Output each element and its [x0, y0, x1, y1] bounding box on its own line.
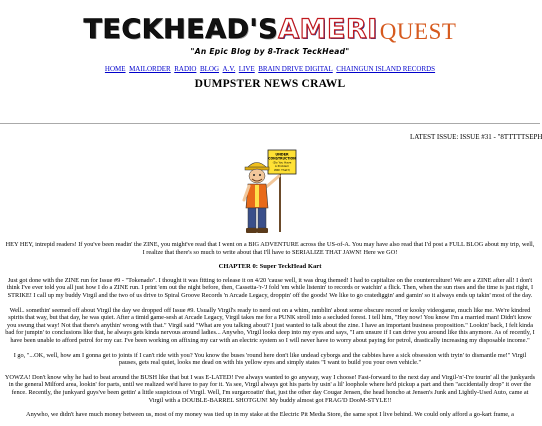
chapter-heading: CHAPTER 0: Super TeckHead Kart	[218, 263, 322, 271]
nav-link-mailorder[interactable]: MAILORDER	[129, 65, 171, 73]
nav-link-av[interactable]: A.V.	[222, 65, 236, 73]
blog-paragraph: Well.. somethin' seemed off about Virgil the day we dropped off Issue #9. Usually Virgil's ready to nerd out on a whim, ramblin' about some obscure record or kooky videogame, much like me. We're kindred spirits that way, but that day, he was quiet. After a timid game-sesh at Arcade Legacy, Virgil takes me for a PUNK stroll into a secluded forest. I tell him, "Hey now! You know I'm a married man! Didn't know you swung that way! Not that there's anythin' wrong with that." Virgil said "What are you talking about? I just wanted to talk about the zine. I have an important business proposition." Lookin' back, I felt kinda bad for jumpin' to conclusions like that, he always gets kinda nervous around ladies... Anywho, Virgil looks deep into my eyes and says, "I am unsure if I can drive you around like this anymore. As of recently, I have been unable to afford petrol for my car. I've been working on affixing my car with an electric system so I will never have to worry about paying for petrol, drastically increasing my disposable income."	[5, 306, 535, 344]
nav-link-brain-drive-digital[interactable]: BRAIN DRIVE DIGITAL	[258, 65, 333, 73]
site-tagline: "An Epic Blog by 8-Track TeckHead"	[190, 47, 350, 56]
logo-quest-text: QUEST	[379, 19, 457, 44]
blog-paragraph: YOWZA! Don't know why he had to beat around the BUSH like that but I was E-LATED! I've always wanted to go anyway, way I choose! Fast-forward to the next day and Virgil-'n'-I're tourin' all the junkyards in the general Milford area, lookin' for parts, until we realized we'd have to pay for it. Ya see, Virgil always got his parts by usin' a lil' loophole where he'd pickup a part and then "accidentally drop" it over the fence. Recently, the junkyard guys've been gettin' a little suspicious of Virgil. Well, I'm surgarcoatin' that, just the other day Cougar Jensen, the head honcho at Jensen's Junk and Lightly-Used Auto, came at Virgil with a DOUBLE-BARREL SHOTGUN! My buddy almost got FRAG'D DooM-STYLE!!	[4, 373, 536, 404]
blog-paragraph: Just got done with the ZINE run for Issue #9 - "Tokenado". I thought it was fitting to release it on 4/20 'cause well, it was drug themed! I had to capitalize on the counterculture! We are a ZINE after all! I don't think I've ever told you all just how I do a ZINE run. I print 'em out the night before, then, Cassetta-'r-'J fold 'em while listenin' to records or watchin' a flick. Then, when the sun rises and the time is just right, I STRIKE! I call up my buddy Virgil and the two of us drive to Spiral Groove Records 'n Arcade Legacy, droppin' off the goods! We like to go cratediggin' and gamin' so it always ends up takin' most of the day.	[6, 276, 534, 299]
blog-paragraph: I go, "...OK, well, how am I gonna get to joints if I can't ride with you? You know the buses 'round here don't like undead cyborgs and the cabbies have a sick obsession with tryin' to dismantle me!" Virgil pauses, gets real quiet, looks me dead on with his yellow eyes and simply states "I want to build you your own vehicle."	[13, 351, 527, 367]
blog-content	[4, 241, 536, 426]
nav-link-blog[interactable]: BLOG	[199, 65, 219, 73]
logo-ameri-text: AMERI	[278, 14, 378, 45]
nav-link-home[interactable]: HOME	[104, 65, 126, 73]
logo-teckheads-text: TECKHEAD'S	[83, 14, 279, 45]
nav-link-live[interactable]: LIVE	[238, 65, 255, 73]
intro-paragraph: HEY HEY, intrepid readers! If you've been readin' the ZINE, you might've read that I went on a BIG ADVENTURE across the US-of-A. You may have also read that I'd post a FULL BLOG about my trip, well, I realize that there's so much to write about that I'll have to SERIALIZE THAT JAWN! Here we GO!	[5, 241, 535, 256]
nav-link-radio[interactable]: RADIO	[174, 65, 197, 73]
blog-content-viewport[interactable]	[0, 241, 540, 419]
latest-issue-ticker[interactable]: LATEST ISSUE: ISSUE #31 - "8TTTTTSEPH	[410, 133, 542, 141]
divider	[0, 123, 540, 124]
site-logo[interactable]	[0, 14, 540, 45]
blog-paragraph: Anywho, we didn't have much money between us, most of my money was tied up in my stake at the Electric Pit Media Store, the same spot I live behind. We could only afford a go-kart frame, a	[26, 411, 514, 419]
nav-link-chaingun-island-records[interactable]: CHAINGUN ISLAND RECORDS	[336, 65, 436, 73]
sign-line-5: With That?)	[273, 167, 291, 172]
sign-line-3: (Do You Have	[272, 160, 292, 165]
under-construction-mascot	[238, 148, 298, 236]
sign-line-4: A Problem	[274, 164, 290, 169]
page-title: DUMPSTER NEWS CRAWL	[194, 78, 346, 90]
sign-line-2: CONSTRUCTION	[268, 156, 296, 161]
nav-bar	[0, 65, 540, 73]
sign-line-1: UNDER	[275, 152, 289, 157]
